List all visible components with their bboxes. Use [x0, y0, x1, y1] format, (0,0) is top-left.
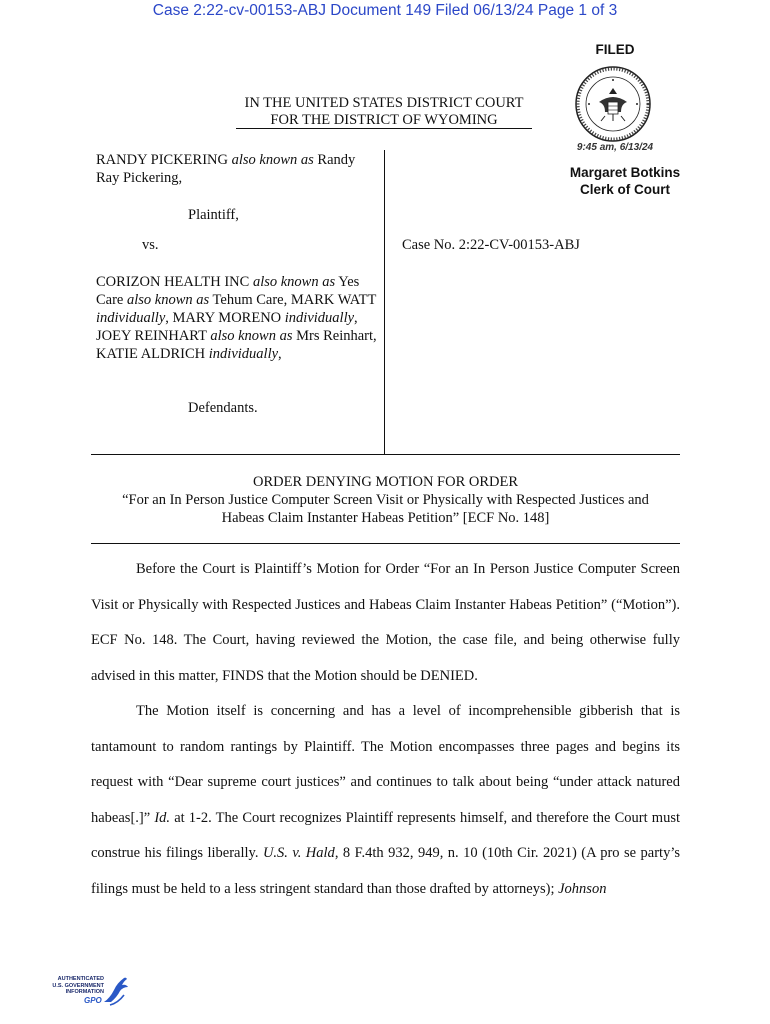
gpo-authentication-logo: [42, 970, 132, 1020]
order-title: ORDER DENYING MOTION FOR ORDER: [252, 474, 519, 490]
defendant-tehum-watt: Tehum Care, MARK WATT: [212, 292, 377, 308]
gpo-line-3: INFORMATION: [65, 989, 104, 995]
citation-id: Id.: [154, 809, 171, 826]
body-paragraph-2: [91, 694, 680, 907]
defendant-reinhart: , JOEY REINHART: [96, 310, 358, 344]
clerk-name: Margaret Botkins: [569, 165, 681, 180]
defendant-moreno: , MARY MORENO: [165, 310, 282, 326]
gpo-mark: GPO: [84, 996, 102, 1005]
body-paragraph-1: Before the Court is Plaintiff’s Motion for Order “For an In Person Justice Computer Screen Visit or Physically with Respected Justices and Habeas Claim Instanter Habeas Petition” (“Motion”). ECF No. 148. The Court, having reviewed the Motion, the case file, and being otherwise fully advised in this matter, FINDS that the Motion should be DENIED.: [91, 561, 680, 684]
gpo-line-2: U.S. GOVERNMENT: [52, 982, 104, 989]
filed-time: 9:45 am, 6/13/24: [576, 142, 654, 153]
court-heading: [236, 95, 532, 129]
plaintiff-aka: also known as: [231, 152, 314, 168]
body-paragraph-2-text-b: at 1-2. The Court recognizes Plaintiff represents himself, and therefore the Court must construe his filings liberally.: [91, 809, 681, 861]
defendant-aka-1: also known as: [252, 274, 336, 290]
versus-label: vs.: [142, 237, 159, 253]
case-number: Case No. 2:22-CV-00153-ABJ: [402, 237, 580, 253]
case-header-stamp: Case 2:22-cv-00153-ABJ Document 149 Filed 06/13/24 Page 1 of 3: [152, 2, 618, 19]
gpo-line-1: AUTHENTICATED: [57, 976, 104, 982]
defendant-corizon: CORIZON HEALTH INC: [96, 274, 250, 290]
clerk-title: Clerk of Court: [579, 182, 670, 197]
defendant-individually-1: individually: [96, 310, 166, 326]
citation-johnson: Johnson: [558, 880, 607, 897]
defendant-individually-2: individually: [284, 310, 355, 326]
defendants-role: Defendants.: [188, 400, 258, 416]
defendant-trailing-comma: ,: [278, 346, 282, 362]
court-heading-line-2: FOR THE DISTRICT OF WYOMING: [270, 112, 498, 128]
order-title-rule: [91, 543, 680, 544]
filed-label: FILED: [595, 42, 635, 57]
plaintiff-alias: Randy Ray Pickering,: [96, 152, 356, 186]
caption-divider: [384, 150, 385, 454]
plaintiff-name: RANDY PICKERING: [96, 152, 228, 168]
caption-bottom-rule: [91, 454, 680, 455]
court-seal-icon: [573, 64, 653, 144]
defendant-yes-care: Yes Care: [96, 274, 360, 308]
body-paragraph-2-text-c: , 8 F.4th 932, 949, n. 10 (10th Cir. 2021) (A pro se party’s filings must be held to a less stringent standard than those drafted by attorneys);: [91, 845, 680, 897]
order-subtitle: “For an In Person Justice Computer Screen Visit or Physically with Respected Justices and Habeas Claim Instanter Habeas Petition” [ECF No. 148]: [122, 492, 649, 526]
order-title-block: [91, 473, 680, 527]
court-heading-line-1: IN THE UNITED STATES DISTRICT COURT: [244, 95, 524, 111]
plaintiff-caption: [96, 151, 378, 187]
defendant-aka-3: also known as: [210, 328, 293, 344]
plaintiff-role: Plaintiff,: [188, 207, 239, 223]
body-paragraph-2-text-a: The Motion itself is concerning and has a level of incomprehensible gibberish that is tantamount to random rantings by Plaintiff. The Motion encompasses three pages and begins its request with “Dear supreme court justices” and continues to talk about being “under attack natured habeas[.]”: [91, 703, 680, 826]
clerk-signature-block: [540, 164, 710, 198]
defendant-aka-2: also known as: [127, 292, 210, 308]
defendant-individually-3: individually: [208, 346, 279, 362]
gpo-eagle-icon: [100, 972, 130, 1008]
defendants-caption: [96, 273, 381, 363]
defendant-aldrich: Mrs Reinhart, KATIE ALDRICH: [96, 328, 377, 362]
citation-hald: U.S. v. Hald: [262, 845, 335, 861]
court-heading-rule: [236, 128, 532, 129]
